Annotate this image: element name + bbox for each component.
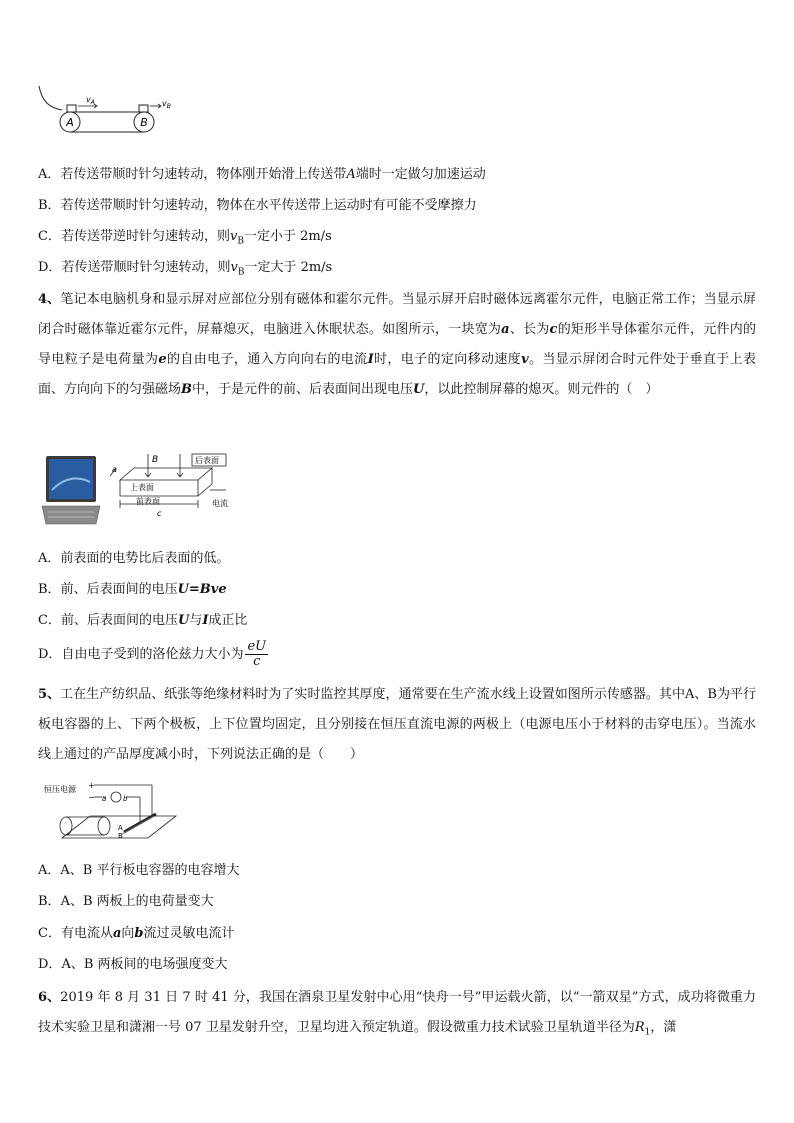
plate-a-label: A bbox=[118, 824, 123, 832]
minus-label: − bbox=[88, 793, 95, 802]
q3-option-c: C．若传送带逆时针匀速转动，则$v_B$一定小于 2m/s bbox=[38, 229, 332, 247]
source-label: 恒压电源 bbox=[44, 785, 76, 794]
q5-option-a: A．A、B 平行板电容器的电容增大 bbox=[38, 863, 240, 878]
q4-option-b: B．前、后表面间的电压U=Bve bbox=[38, 582, 227, 597]
length-label: c bbox=[157, 509, 162, 518]
width-label: a bbox=[112, 465, 117, 474]
q4-option-d: D．自由电子受到的洛伦兹力大小为 $\frac{eU}{c}$ bbox=[38, 639, 267, 669]
svg-text:vA bbox=[86, 95, 95, 106]
va-sub: A bbox=[90, 99, 95, 106]
question-4-stem: 4、笔记本电脑机身和显示屏对应部位分别有磁体和霍尔元件。当显示屏开启时磁体远离霍尔元件，电脑正常工作；当显示屏闭合时磁体靠近霍尔元件，屏幕熄灭，电脑进入休眠状态。如图所示，一块宽为a、长为c的矩形半导体霍尔元件，元件内的导电粒子是电荷量为e的自由电子，通入方向向右的电流I时，电子的定向移动速度v。当显示屏闭合时元件处于垂直于上表面、方向向下的匀强磁场B中，于是元件的前、后表面间出现电压U，以此控制屏幕的熄灭。则元件的（ ） bbox=[38, 292, 756, 397]
current-label: 电流 bbox=[212, 499, 228, 508]
q5-option-c: C．有电流从a向b流过灵敏电流计 bbox=[38, 926, 235, 941]
q3-option-d: D．若传送带顺时针匀速转动，则$v_B$一定大于 2m/s bbox=[38, 260, 333, 278]
q5-option-b: B．A、B 两板上的电荷量变大 bbox=[38, 894, 214, 909]
pulley-b-label: B bbox=[140, 116, 148, 129]
q3-option-a: A．若传送带顺时针匀速转动，物体刚开始滑上传送带A端时一定做匀加速运动 bbox=[38, 167, 486, 182]
hall-element-figure bbox=[40, 450, 240, 528]
q5-option-d: D．A、B 两板间的电场强度变大 bbox=[38, 957, 228, 972]
question-5-stem: 5、工在生产纺织品、纸张等绝缘材料时为了实时监控其厚度，通常要在生产流水线上设置如图所示传感器。其中A、B为平行板电容器的上、下两个极板，上下位置均固定，且分别接在恒压直流电源的两极上（电源电压小于材料的击穿电压）。当流水线上通过的产品厚度减小时，下列说法正确的是（ ） bbox=[38, 687, 756, 762]
q3-option-b: B．若传送带顺时针匀速转动，物体在水平传送带上运动时有可能不受摩擦力 bbox=[38, 198, 477, 213]
laptop-icon bbox=[42, 456, 100, 524]
vb-label: v bbox=[162, 99, 167, 108]
top-face-label: 上表面 bbox=[130, 483, 154, 492]
capacitor-sensor-figure bbox=[40, 780, 190, 842]
b-field-label: B bbox=[152, 455, 159, 465]
terminal-a-label: a bbox=[102, 795, 107, 803]
terminal-b-label: b bbox=[123, 795, 128, 803]
front-face-label: 前表面 bbox=[136, 497, 160, 506]
conveyor-figure bbox=[36, 84, 186, 140]
q4-option-c: C．前、后表面间的电压U与I成正比 bbox=[38, 613, 248, 628]
plate-b-label: B bbox=[118, 832, 123, 840]
back-face-label: 后表面 bbox=[195, 456, 219, 465]
plus-label: + bbox=[88, 781, 95, 790]
q4-option-a: A．前表面的电势比后表面的低。 bbox=[38, 551, 230, 566]
question-6-stem: 6、2019 年 8 月 31 日 7 时 41 分，我国在酒泉卫星发射中心用“快舟一号”甲运载火箭，以“一箭双星”方式，成功将微重力技术实验卫星和潇湘一号 07 卫星发射升空，卫星均进入预定轨道。假设微重力技术试验卫星轨道半径为$R_1$，潇 bbox=[38, 990, 756, 1038]
pulley-a-label: A bbox=[66, 116, 74, 129]
va-label: v bbox=[86, 95, 91, 104]
vb-sub: B bbox=[166, 103, 171, 110]
svg-text:vB bbox=[162, 99, 171, 110]
galvanometer-icon bbox=[111, 792, 121, 802]
